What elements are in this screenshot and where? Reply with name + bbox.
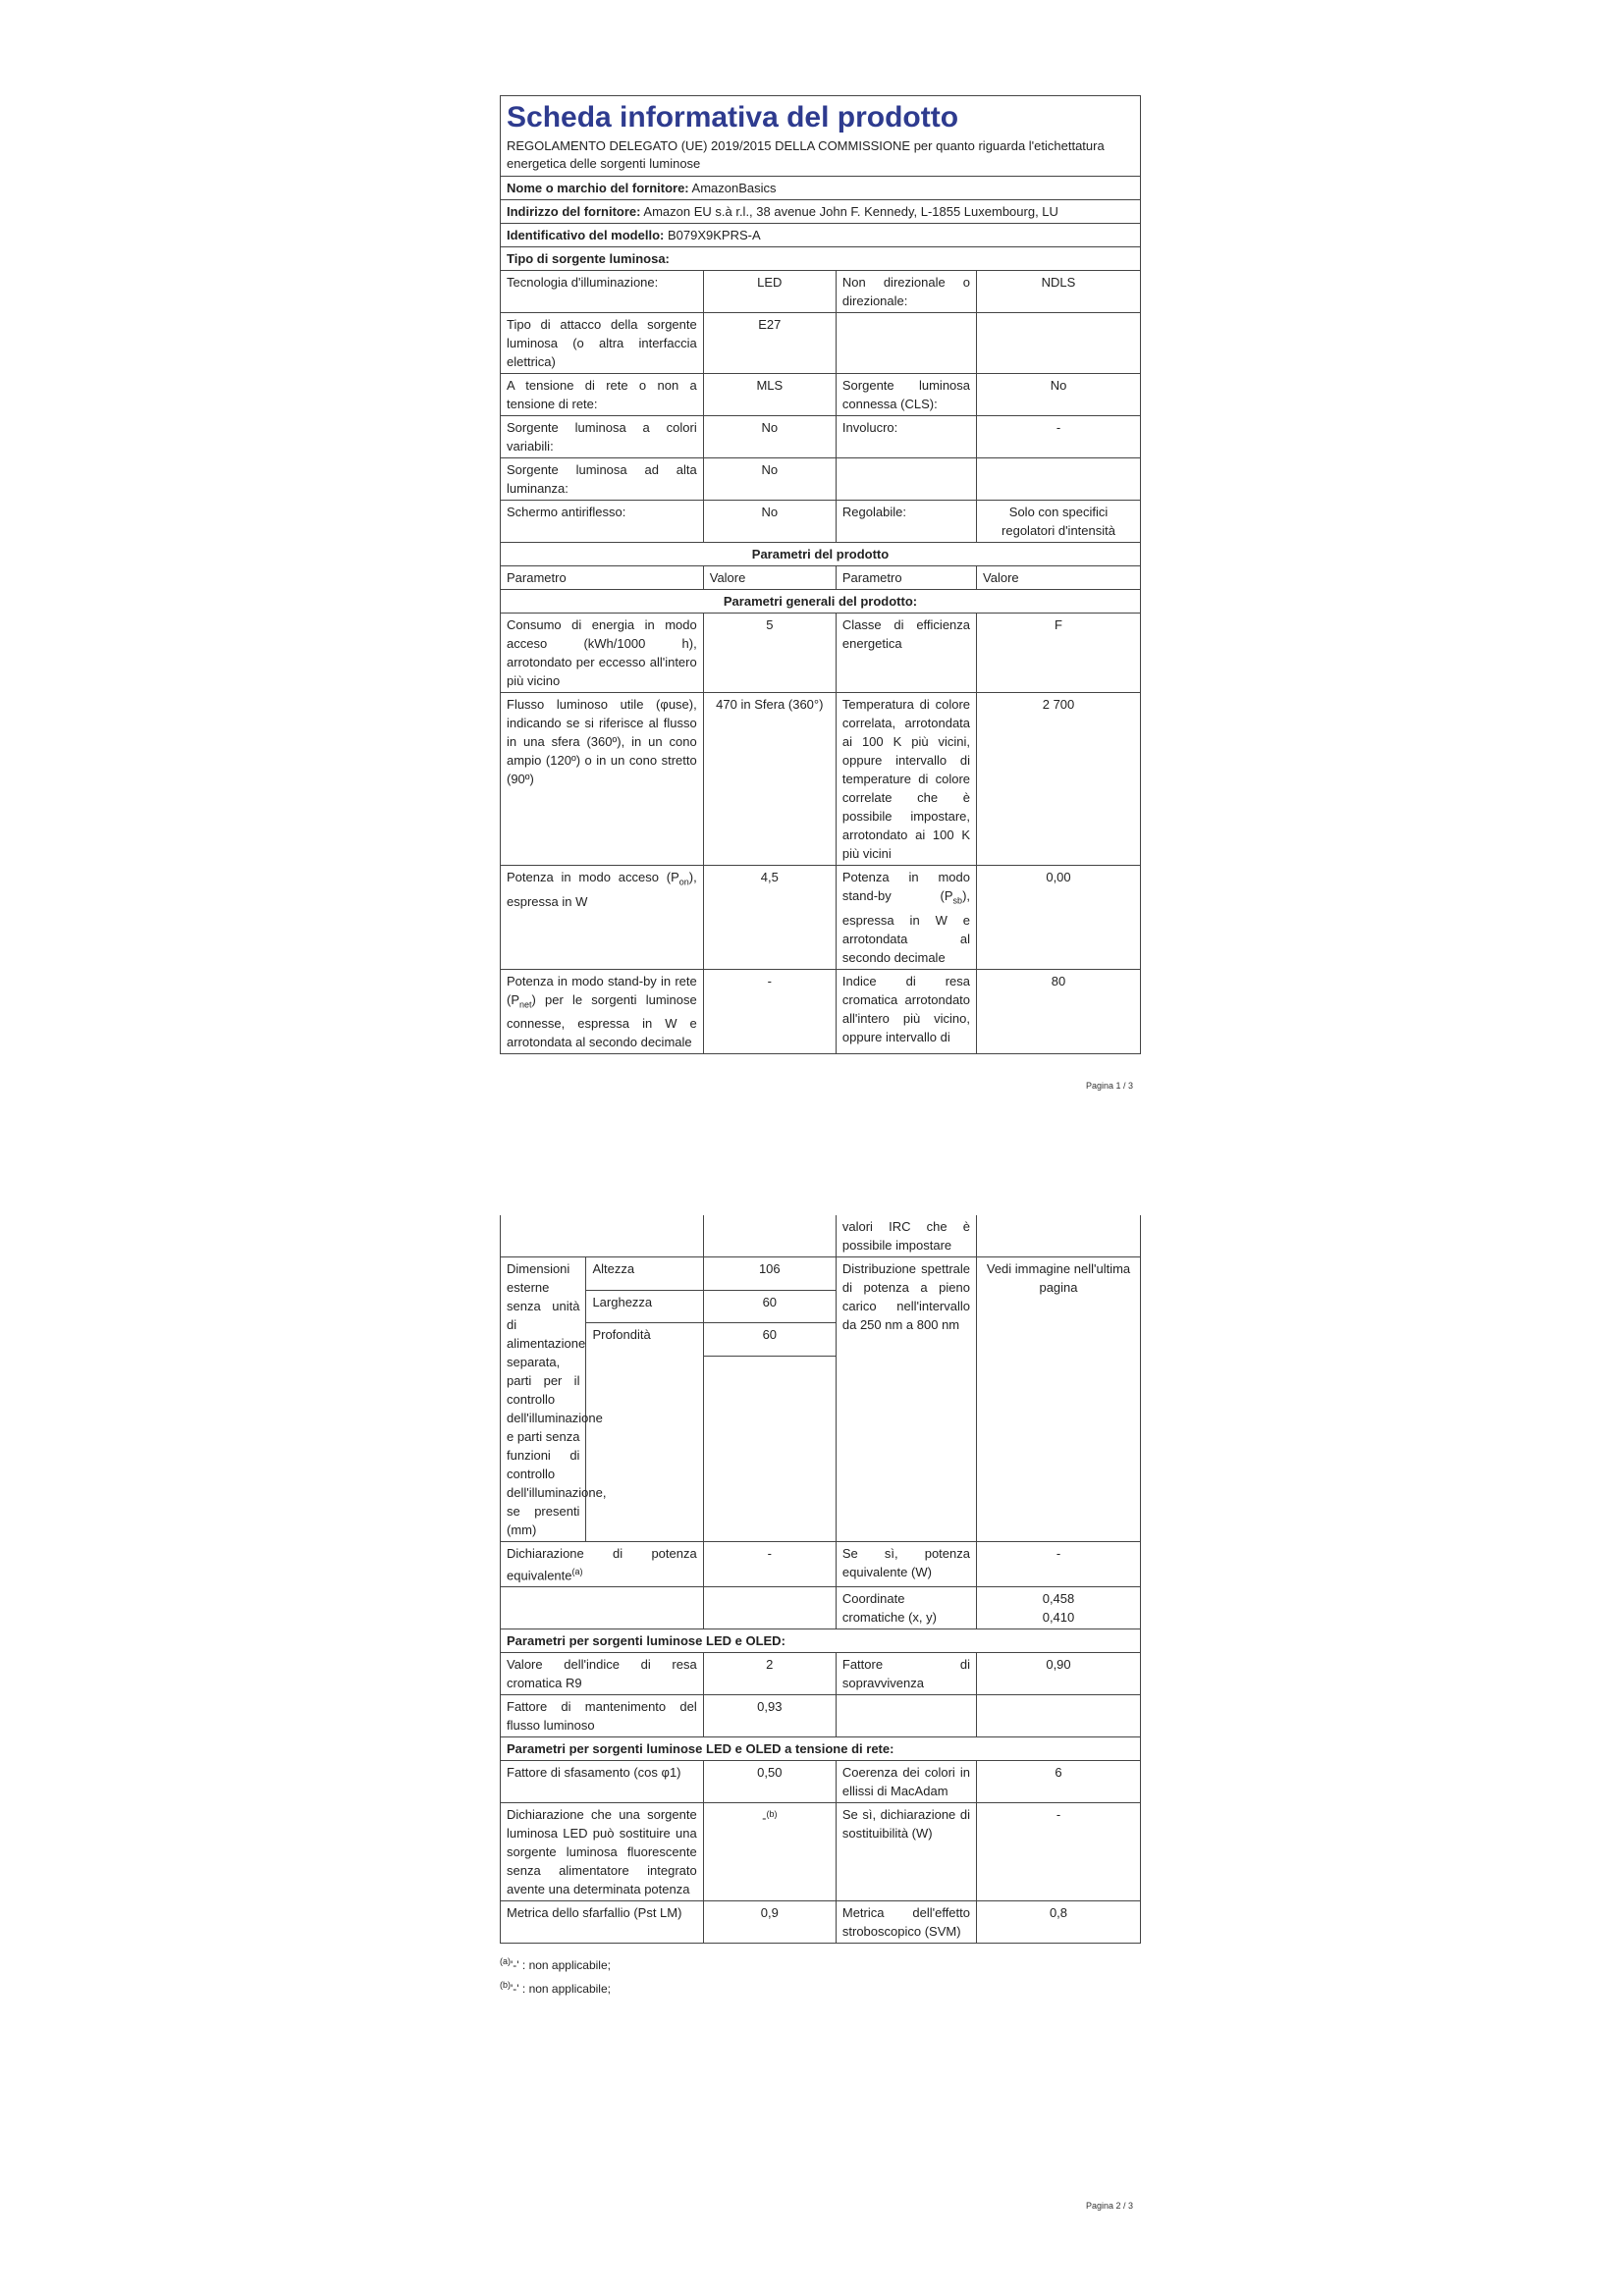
- cell: Fattore di sfasamento (cos φ1): [501, 1761, 704, 1803]
- page-number-2: Pagina 2 / 3: [1086, 2201, 1134, 2211]
- model-id-label: Identificativo del modello:: [507, 228, 665, 242]
- column-header: Valore: [977, 566, 1141, 590]
- cell: [836, 1695, 976, 1737]
- title-cell: [501, 96, 1141, 177]
- table-row: [501, 271, 1141, 313]
- psb-rest: ), espressa in W e arrotondata al secondo decimale: [841, 888, 971, 965]
- dim-name: Larghezza: [586, 1290, 703, 1323]
- supplier-address-label: Indirizzo del fornitore:: [507, 204, 641, 219]
- table-row: [501, 1695, 1141, 1737]
- cell: MLS: [703, 374, 836, 416]
- replace-value2: -: [977, 1803, 1141, 1901]
- table-row: [501, 501, 1141, 543]
- cell: [501, 1587, 704, 1629]
- cell: [977, 1695, 1141, 1737]
- cell: No: [703, 501, 836, 543]
- chroma-label: Coordinate cromatiche (x, y): [836, 1587, 976, 1629]
- product-info-table-continued: [500, 1215, 1141, 1944]
- cell: [836, 458, 976, 501]
- dim-value: 60: [703, 1323, 836, 1357]
- mains-params-heading: Parametri per sorgenti luminose LED e OLED a tensione di rete:: [501, 1737, 1141, 1761]
- footnote: [500, 1975, 1141, 1999]
- cell: LED: [703, 271, 836, 313]
- footnote-text: '-' : non applicabile;: [511, 1982, 611, 1997]
- supplier-address-row: [501, 200, 1141, 224]
- cell: 5: [703, 614, 836, 693]
- dim-name: Altezza: [586, 1257, 703, 1291]
- document-title: Scheda informativa del prodotto: [507, 101, 959, 133]
- cell: Schermo antiriflesso:: [501, 501, 704, 543]
- table-row: [501, 693, 1141, 866]
- dim-name: Profondità: [586, 1323, 703, 1357]
- dim-value: 60: [703, 1290, 836, 1323]
- cell: Flusso luminoso utile (φuse), indicando se si riferisce al flusso in una sfera (360º), in un cono ampio (120º) o in un cono stretto (90º): [501, 693, 704, 866]
- regulation-bold: REGOLAMENTO DELEGATO (UE) 2019/2015 DELLA COMMISSIONE: [507, 138, 911, 153]
- page-number-1: Pagina 1 / 3: [1086, 1081, 1134, 1091]
- cell: No: [703, 458, 836, 501]
- pnet-rest: ) per le sorgenti luminose connesse, espressa in W e arrotondata al secondo decimale: [507, 991, 697, 1050]
- pnet-value: -: [703, 969, 836, 1054]
- footnote-mark: (a): [500, 1956, 511, 1967]
- spd-value: Vedi immagine nell'ultima pagina: [977, 1257, 1141, 1542]
- column-header: Valore: [703, 566, 836, 590]
- table-row: [501, 1901, 1141, 1944]
- chroma-x: 0,458: [1042, 1591, 1075, 1607]
- cell: [501, 1215, 704, 1257]
- product-sheet-page-2: [500, 1215, 1141, 1999]
- cell: 0,9: [703, 1901, 836, 1944]
- table-row: [501, 458, 1141, 501]
- table-row: [501, 1257, 1141, 1291]
- cell: [977, 1215, 1141, 1257]
- psb-value: 0,00: [977, 866, 1141, 970]
- cell: Metrica dello sfarfallio (Pst LM): [501, 1901, 704, 1944]
- cell: [703, 1587, 836, 1629]
- cell: Solo con specifici regolatori d'intensità: [977, 501, 1141, 543]
- spd-label: Distribuzione spettrale di potenza a pieno carico nell'intervallo da 250 nm a 800 nm: [836, 1257, 976, 1542]
- table-row: [501, 1215, 1141, 1257]
- regulation-text: [507, 137, 1134, 173]
- supplier-address-value: Amazon EU s.à r.l., 38 avenue John F. Kennedy, L-1855 Luxembourg, LU: [643, 204, 1058, 219]
- column-header: Parametro: [836, 566, 976, 590]
- replace-label2: Se sì, dichiarazione di sostituibilità (W): [836, 1803, 976, 1901]
- equiv-value2: -: [977, 1542, 1141, 1587]
- table-row: [501, 374, 1141, 416]
- replace-value-sup: (b): [766, 1809, 778, 1820]
- supplier-name-label: Nome o marchio del fornitore:: [507, 181, 689, 195]
- pon-rest: ), espressa in W: [507, 870, 697, 909]
- cell: [836, 313, 976, 374]
- cell: Sorgente luminosa a colori variabili:: [501, 416, 704, 458]
- cell: 0,8: [977, 1901, 1141, 1944]
- cell: -: [977, 416, 1141, 458]
- psb-sub: sb: [952, 895, 963, 906]
- cell: [703, 1215, 836, 1257]
- cell: F: [977, 614, 1141, 693]
- table-row: [501, 1653, 1141, 1695]
- pon-label: Potenza in modo acceso (P: [507, 870, 679, 884]
- cell: [977, 313, 1141, 374]
- pnet-cell: [501, 969, 704, 1054]
- cell: [977, 458, 1141, 501]
- params-header-row: [501, 566, 1141, 590]
- cri-label: Indice di resa cromatica arrotondato all'intero più vicino, oppure intervallo di: [836, 969, 976, 1054]
- cell: 2: [703, 1653, 836, 1695]
- column-header: Parametro: [501, 566, 704, 590]
- cell: [586, 1356, 703, 1542]
- general-params-heading: Parametri generali del prodotto:: [501, 590, 1141, 614]
- table-row: [501, 866, 1141, 970]
- equiv-sup: (a): [571, 1567, 583, 1576]
- pon-sub: on: [678, 877, 689, 887]
- psb-label: Potenza in modo stand-by (P: [841, 870, 971, 903]
- pon-cell: [501, 866, 704, 970]
- footnotes: [500, 1951, 1141, 1999]
- table-row: [501, 1587, 1141, 1629]
- model-id-value: B079X9KPRS-A: [667, 228, 761, 242]
- table-row: [501, 416, 1141, 458]
- cell: 0,50: [703, 1761, 836, 1803]
- cell: Metrica dell'effetto stroboscopico (SVM): [836, 1901, 976, 1944]
- cell: Fattore di sopravvivenza: [836, 1653, 976, 1695]
- table-row: [501, 969, 1141, 1054]
- product-info-table: [500, 95, 1141, 1054]
- cell: Temperatura di colore correlata, arrotondata ai 100 K più vicini, oppure intervallo di temperature di colore correlate che è possibile impostare, arrotondato ai 100 K più vicini: [836, 693, 976, 866]
- cell: Consumo di energia in modo acceso (kWh/1000 h), arrotondato per eccesso all'intero più vicino: [501, 614, 704, 693]
- cell: E27: [703, 313, 836, 374]
- cell: Valore dell'indice di resa cromatica R9: [501, 1653, 704, 1695]
- replace-value-text: -: [762, 1810, 767, 1826]
- cell: A tensione di rete o non a tensione di rete:: [501, 374, 704, 416]
- cell: 0,90: [977, 1653, 1141, 1695]
- supplier-name-value: AmazonBasics: [691, 181, 777, 195]
- footnote-text: '-' : non applicabile;: [511, 1958, 611, 1973]
- footnote-mark: (b): [500, 1980, 511, 1991]
- cell: Classe di efficienza energetica: [836, 614, 976, 693]
- equiv-value: -: [703, 1542, 836, 1587]
- pon-value: 4,5: [703, 866, 836, 970]
- params-heading: Parametri del prodotto: [501, 543, 1141, 566]
- replace-value: [703, 1803, 836, 1901]
- cell: No: [977, 374, 1141, 416]
- psb-cell: [836, 866, 976, 970]
- supplier-name-row: [501, 177, 1141, 200]
- table-row: [501, 1542, 1141, 1587]
- equiv-label: Dichiarazione di potenza equivalente: [507, 1546, 697, 1583]
- cell: 0,93: [703, 1695, 836, 1737]
- chroma-y: 0,410: [1042, 1610, 1075, 1626]
- cell: No: [703, 416, 836, 458]
- pnet-sub: net: [519, 999, 532, 1010]
- dimensions-label: Dimensioni esterne senza unità di alimentazione separata, parti per il controllo dell'illuminazione e parti senza funzioni di controllo dell'illuminazione, se presenti (mm): [501, 1257, 586, 1542]
- cri-value: 80: [977, 969, 1141, 1054]
- cell: Tipo di attacco della sorgente luminosa (o altra interfaccia elettrica): [501, 313, 704, 374]
- cri-label-continued: valori IRC che è possibile impostare: [836, 1215, 976, 1257]
- footnote: [500, 1951, 1141, 1975]
- cell: Non direzionale o direzionale:: [836, 271, 976, 313]
- source-type-heading: Tipo di sorgente luminosa:: [501, 247, 1141, 271]
- chroma-values: [977, 1587, 1141, 1629]
- table-row: [501, 313, 1141, 374]
- cell: 470 in Sfera (360°): [703, 693, 836, 866]
- cell: Sorgente luminosa ad alta luminanza:: [501, 458, 704, 501]
- equiv-cell: [501, 1542, 704, 1587]
- cell: NDLS: [977, 271, 1141, 313]
- equiv-label2: Se sì, potenza equivalente (W): [836, 1542, 976, 1587]
- cell: Sorgente luminosa connessa (CLS):: [836, 374, 976, 416]
- regulation-rest: per quanto riguarda l'etichettatura energetica delle sorgenti luminose: [507, 138, 1105, 171]
- cell: Fattore di mantenimento del flusso luminoso: [501, 1695, 704, 1737]
- cell: [703, 1356, 836, 1542]
- cell: Regolabile:: [836, 501, 976, 543]
- table-row: [501, 1803, 1141, 1901]
- replace-label: Dichiarazione che una sorgente luminosa LED può sostituire una sorgente luminosa fluorescente senza alimentatore integrato avente una determinata potenza: [501, 1803, 704, 1901]
- cell: Coerenza dei colori in ellissi di MacAdam: [836, 1761, 976, 1803]
- cell: Tecnologia d'illuminazione:: [501, 271, 704, 313]
- cell: 2 700: [977, 693, 1141, 866]
- cell: Involucro:: [836, 416, 976, 458]
- dim-value: 106: [703, 1257, 836, 1291]
- led-params-heading: Parametri per sorgenti luminose LED e OLED:: [501, 1629, 1141, 1653]
- model-id-row: [501, 224, 1141, 247]
- cell: 6: [977, 1761, 1141, 1803]
- table-row: [501, 614, 1141, 693]
- pnet-label: Potenza in modo stand-by in rete (P: [507, 973, 697, 1007]
- product-sheet-page-1: [500, 95, 1141, 1054]
- table-row: [501, 1761, 1141, 1803]
